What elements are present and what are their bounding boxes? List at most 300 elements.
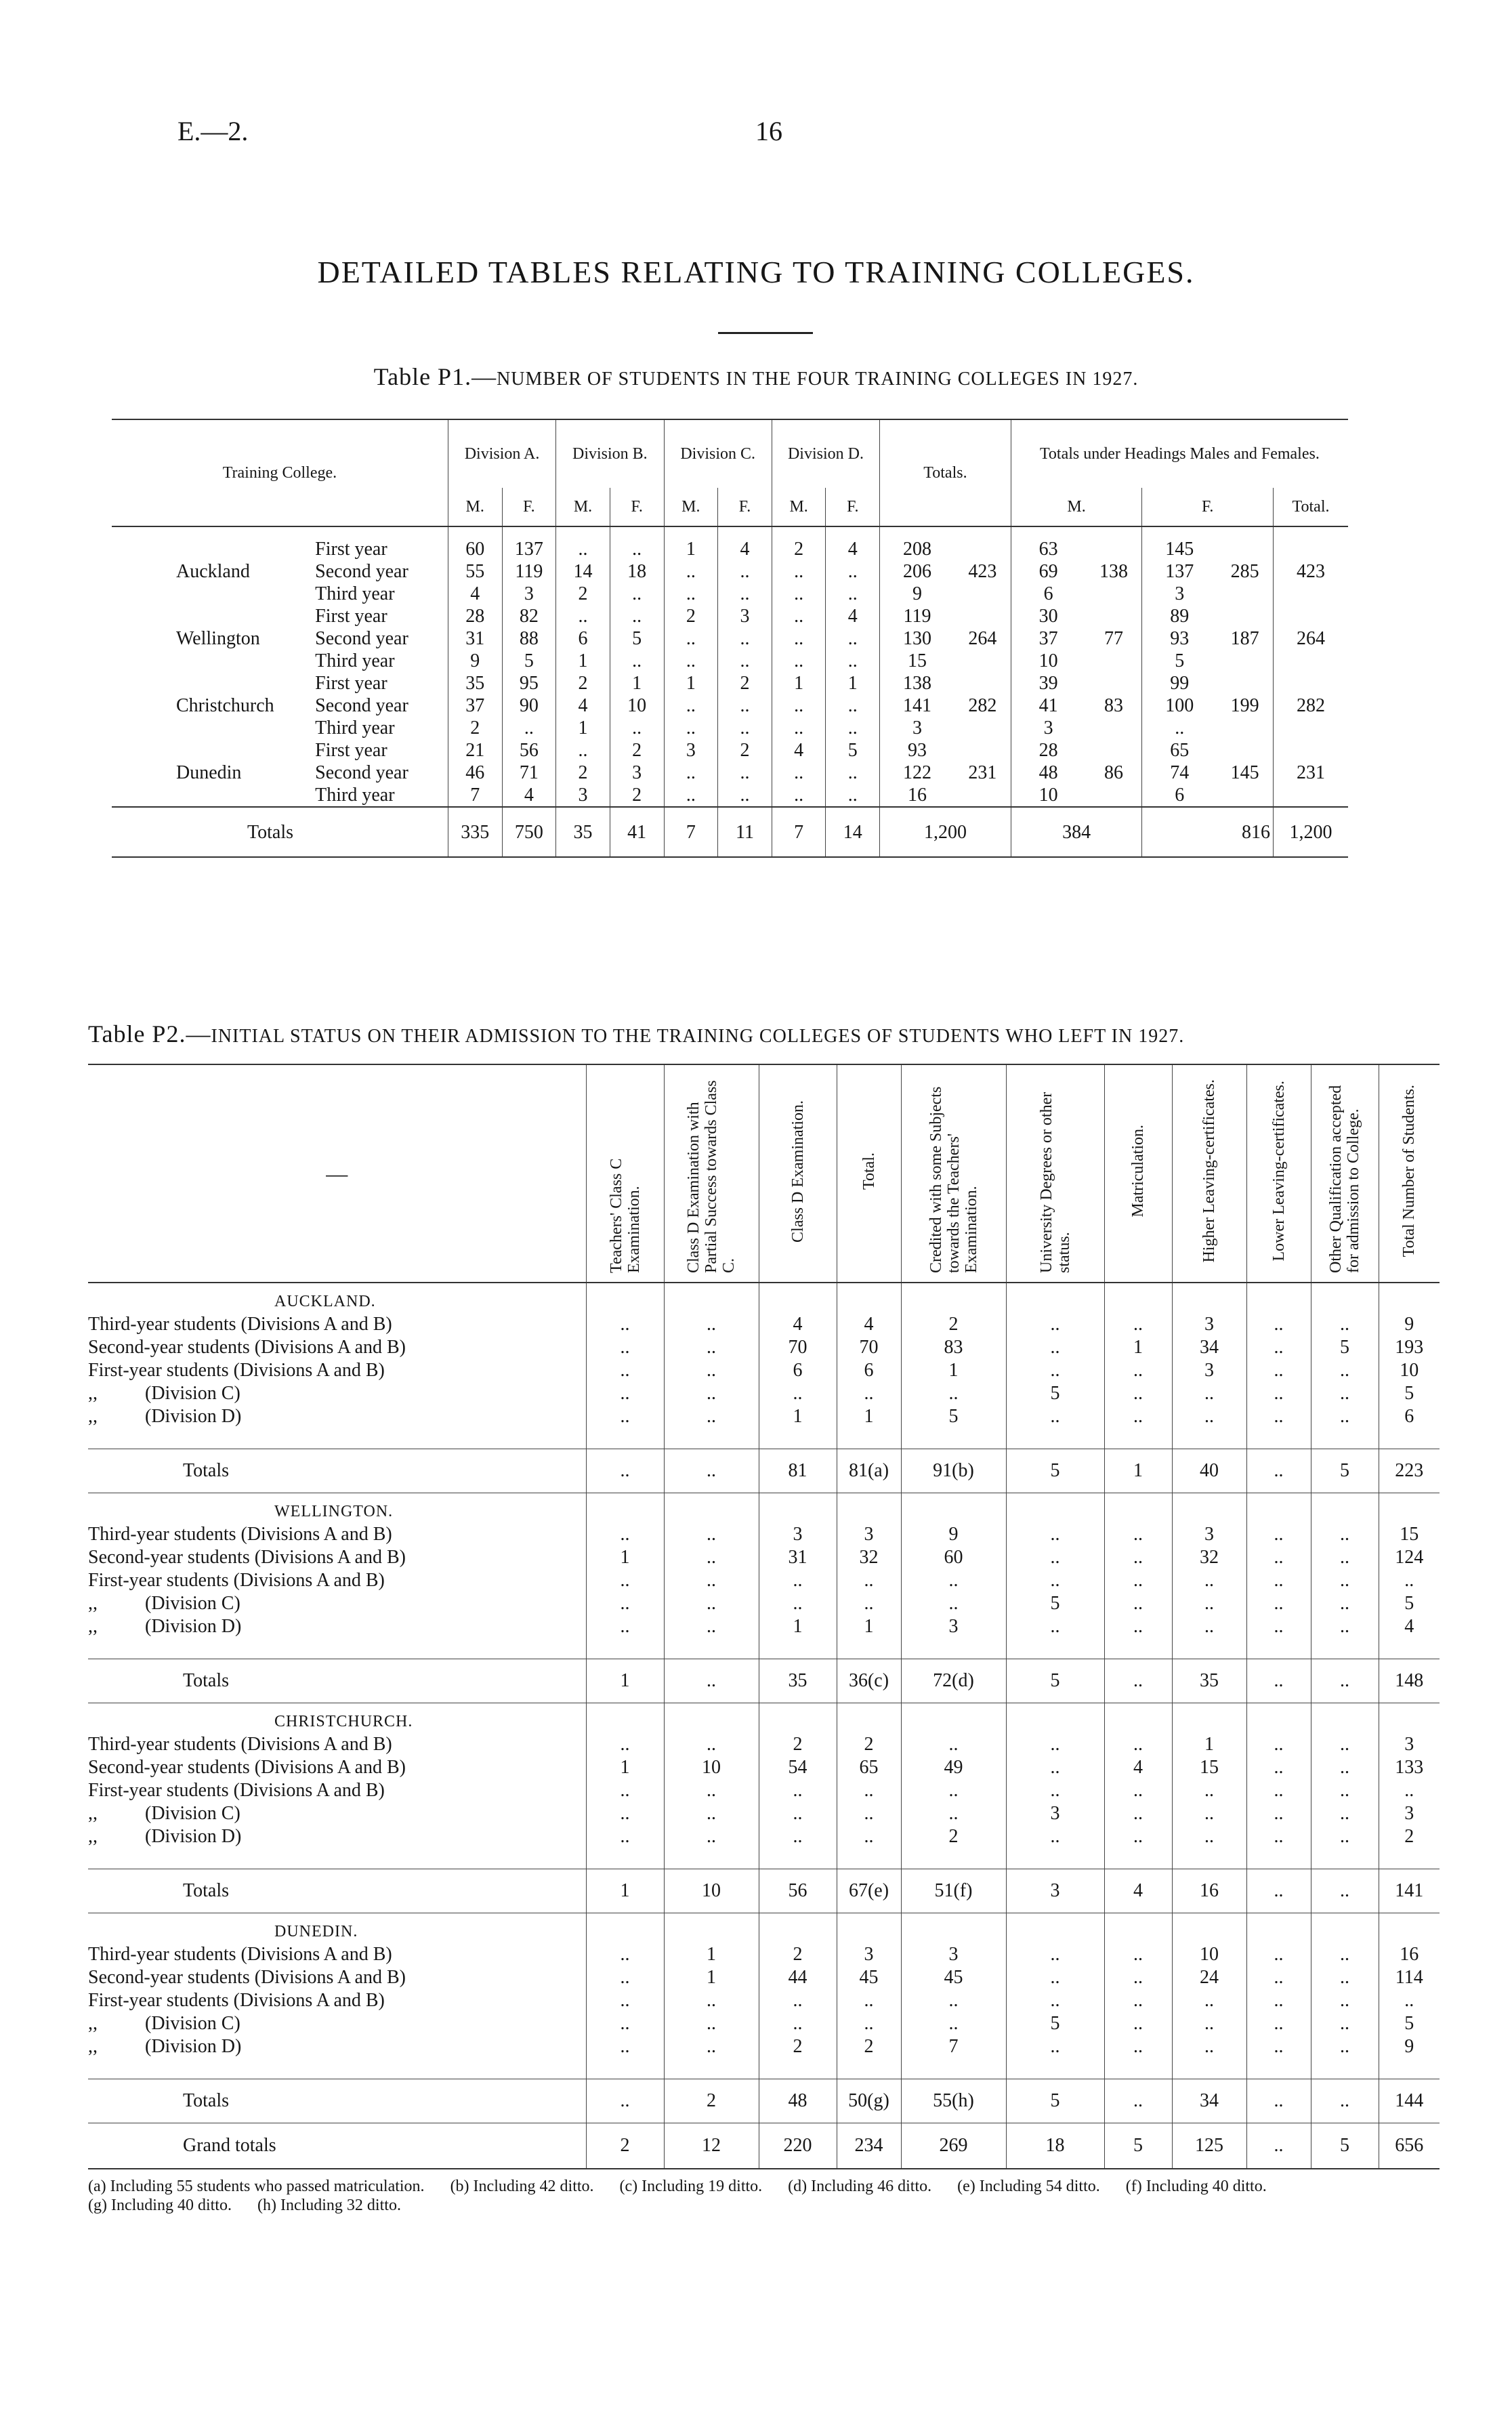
- cell-value: ..: [901, 1733, 1006, 1756]
- cell-value: ..: [664, 1359, 759, 1382]
- spacer-cell: [901, 1493, 1006, 1524]
- gap-cell: [1246, 2058, 1311, 2079]
- spacer-cell: [837, 1703, 901, 1734]
- col-header-6: [1104, 1064, 1172, 1283]
- cell-div-b-m: 1: [556, 650, 610, 672]
- row-label-cell: [88, 2012, 586, 2035]
- spacer-cell: [664, 1913, 759, 1944]
- cell-value: ..: [586, 1336, 664, 1359]
- grand-value: 5: [1311, 2123, 1379, 2169]
- table-row: [88, 1756, 1440, 1779]
- cell-value: ..: [837, 1825, 901, 1848]
- spacer-cell: [1311, 1703, 1379, 1734]
- cell-value: ..: [901, 1382, 1006, 1405]
- col-header-text: Total Number of Students.: [1400, 1085, 1419, 1257]
- spacer-cell: [1246, 1493, 1311, 1524]
- cell-value: 1: [759, 1405, 837, 1428]
- cell-value: ..: [759, 1382, 837, 1405]
- cell-value: 5: [1379, 1382, 1440, 1405]
- cell-value: ..: [1311, 1405, 1379, 1428]
- total-value: 148: [1379, 1659, 1440, 1703]
- total-value: 223: [1379, 1449, 1440, 1493]
- cell-value: ..: [586, 2012, 664, 2035]
- gap-row: [88, 1428, 1440, 1449]
- cell-div-d-m: ..: [772, 762, 826, 784]
- col-d-f: F.: [826, 488, 880, 526]
- col-header-text: Other Qualification accepted for admission to College.: [1327, 1085, 1362, 1273]
- cell-div-d-m: 4: [772, 739, 826, 762]
- cell-females: 100: [1142, 694, 1217, 717]
- col-b-m: M.: [556, 488, 610, 526]
- cell-value: 114: [1379, 1966, 1440, 1989]
- gap-cell: [901, 2058, 1006, 2079]
- year-label: First year: [315, 740, 387, 761]
- cell-value: ..: [1311, 1546, 1379, 1569]
- cell-value: ..: [1104, 1382, 1172, 1405]
- cell-value: ..: [1104, 2035, 1172, 2058]
- cell-value: 9: [1379, 2035, 1440, 2058]
- cell-div-c-f: ..: [718, 717, 772, 739]
- cell-value: ..: [1172, 1569, 1246, 1592]
- spacer-cell: [759, 1283, 837, 1313]
- cell-females: ..: [1142, 717, 1217, 739]
- section-totals-row: [88, 1449, 1440, 1493]
- table2-caption-text: INITIAL STATUS ON THEIR ADMISSION TO THE TRAINING COLLEGES OF STUDENTS WHO LEFT IN 1927.: [211, 1026, 1185, 1047]
- cell-value: 5: [1379, 1592, 1440, 1615]
- cell-div-a-f: 4: [502, 784, 556, 807]
- cell-value: ..: [1006, 1779, 1104, 1802]
- gap-cell: [1104, 1848, 1172, 1869]
- cell-div-a-f: 56: [502, 739, 556, 762]
- cell-value: ..: [1104, 1943, 1172, 1966]
- cell-value: ..: [1246, 1382, 1311, 1405]
- cell-div-d-f: 5: [826, 739, 880, 762]
- cell-males: 10: [1011, 784, 1085, 807]
- spacer-cell: [1379, 1283, 1440, 1313]
- cell-div-c-m: 3: [664, 739, 718, 762]
- total-value: 4: [1104, 1869, 1172, 1913]
- cell-div-b-f: ..: [610, 717, 664, 739]
- cell-value: 3: [1379, 1733, 1440, 1756]
- cell-div-d-m: 1: [772, 672, 826, 694]
- row-label-cell: [88, 1989, 586, 2012]
- col-header-text: Lower Leaving-certificates.: [1269, 1081, 1288, 1262]
- cell-value: 16: [1379, 1943, 1440, 1966]
- total-value: 1: [1104, 1449, 1172, 1493]
- cell-value: ..: [1006, 1405, 1104, 1428]
- cell-div-a-m: 46: [448, 762, 502, 784]
- row-label: Second-year students (Divisions A and B): [88, 1337, 406, 1358]
- total-value: 81: [759, 1449, 837, 1493]
- section-name: CHRISTCHURCH.: [274, 1713, 413, 1730]
- row-label: Third-year students (Divisions A and B): [88, 1734, 392, 1755]
- row-label-cell: [88, 1756, 586, 1779]
- row-label: Second-year students (Divisions A and B): [88, 1967, 406, 1988]
- cell-value: ..: [586, 1825, 664, 1848]
- total-value: 48: [759, 2079, 837, 2123]
- total-value: 35: [759, 1659, 837, 1703]
- spacer-cell: [837, 1493, 901, 1524]
- row-label-cell: [88, 1359, 586, 1382]
- report-code: E.—2.: [177, 116, 249, 146]
- cell-div-d-f: ..: [826, 627, 880, 650]
- row-label-cell: [88, 1802, 586, 1825]
- cell-value: 44: [759, 1966, 837, 1989]
- total-value: 5: [1006, 1659, 1104, 1703]
- cell-grand-total: 231: [1274, 739, 1348, 807]
- cell-div-d-m: ..: [772, 650, 826, 672]
- cell-value: ..: [1006, 1756, 1104, 1779]
- cell-value: 2: [759, 2035, 837, 2058]
- gap-cell: [1246, 1638, 1311, 1659]
- cell-females-total: 285: [1230, 561, 1259, 582]
- cell-div-b-f: ..: [610, 583, 664, 605]
- cell-value: ..: [837, 1569, 901, 1592]
- total-div-d-f: 14: [826, 807, 880, 857]
- col-header-text: Credited with some Subjects towards the Teachers' Examination.: [927, 1086, 980, 1273]
- cell-value: 1: [586, 1756, 664, 1779]
- year-label: First year: [315, 539, 387, 560]
- spacer-cell: [1006, 1913, 1104, 1944]
- year-label: Second year: [315, 561, 408, 582]
- spacer-cell: [837, 1283, 901, 1313]
- cell-value: ..: [664, 1405, 759, 1428]
- spacer-cell: [1104, 1283, 1172, 1313]
- total-div-c-m: 7: [664, 807, 718, 857]
- cell-value: ..: [1006, 1966, 1104, 1989]
- cell-div-c-m: ..: [664, 627, 718, 650]
- gap-cell: [1006, 1848, 1104, 1869]
- footnotes: [88, 2177, 1440, 2215]
- col-row-label: —: [88, 1064, 586, 1283]
- cell-div-a-m: 2: [448, 717, 502, 739]
- cell-div-a-f: 82: [502, 605, 556, 627]
- cell-value: ..: [1246, 1405, 1311, 1428]
- cell-value: ..: [1311, 1569, 1379, 1592]
- cell-div-b-f: 2: [610, 739, 664, 762]
- col-a-f: F.: [502, 488, 556, 526]
- total-div-b-m: 35: [556, 807, 610, 857]
- cell-value: ..: [1246, 1756, 1311, 1779]
- cell-females: 6: [1142, 784, 1217, 807]
- row-label: Third-year students (Divisions A and B): [88, 1314, 392, 1335]
- cell-div-b-m: 2: [556, 672, 610, 694]
- college-name: Auckland: [176, 561, 250, 582]
- cell-value: ..: [1172, 1779, 1246, 1802]
- cell-value: ..: [586, 1382, 664, 1405]
- cell-value: 7: [901, 2035, 1006, 2058]
- cell-div-d-f: 4: [826, 605, 880, 627]
- cell-year-total: 93: [880, 739, 954, 762]
- page-title: DETAILED TABLES RELATING TO TRAINING COLLEGES.: [317, 255, 1195, 289]
- cell-year-total: 3: [880, 717, 954, 739]
- table1-caption: [0, 362, 1512, 391]
- college-name: Christchurch: [176, 695, 274, 716]
- col-header-9: [1311, 1064, 1379, 1283]
- cell-div-a-m: 60: [448, 526, 502, 560]
- cell-value: ..: [1104, 1615, 1172, 1638]
- row-label-cell: [88, 1779, 586, 1802]
- cell-year-total: 206: [880, 560, 954, 583]
- cell-value: 15: [1379, 1523, 1440, 1546]
- cell-value: ..: [586, 1966, 664, 1989]
- cell-div-a-m: 37: [448, 694, 502, 717]
- cell-value: ..: [901, 1802, 1006, 1825]
- col-c-m: M.: [664, 488, 718, 526]
- total-value: ..: [1104, 2079, 1172, 2123]
- table-row: [112, 672, 1348, 694]
- cell-year-total: 122: [880, 762, 954, 784]
- cell-div-c-m: ..: [664, 583, 718, 605]
- cell-value: 5: [1379, 2012, 1440, 2035]
- cell-value: 1: [837, 1615, 901, 1638]
- cell-year-total: 119: [880, 605, 954, 627]
- cell-value: 3: [759, 1523, 837, 1546]
- col-d-m: M.: [772, 488, 826, 526]
- cell-value: 1: [1104, 1336, 1172, 1359]
- spacer-cell: [1246, 1913, 1311, 1944]
- cell-value: ..: [1104, 1546, 1172, 1569]
- grand-value: ..: [1246, 2123, 1311, 2169]
- cell-div-a-m: 21: [448, 739, 502, 762]
- cell-value: 2: [1379, 1825, 1440, 1848]
- cell-div-b-f: 3: [610, 762, 664, 784]
- grand-value: 656: [1379, 2123, 1440, 2169]
- cell-div-d-m: ..: [772, 583, 826, 605]
- gap-cell: [901, 1848, 1006, 1869]
- cell-value: ..: [1104, 1523, 1172, 1546]
- cell-value: ..: [664, 1546, 759, 1569]
- cell-value: 3: [1172, 1313, 1246, 1336]
- section-name: DUNEDIN.: [274, 1923, 358, 1940]
- cell-value: ..: [664, 1592, 759, 1615]
- row-label: Second-year students (Divisions A and B): [88, 1757, 406, 1778]
- row-label-cell: [88, 1569, 586, 1592]
- col-b-f: F.: [610, 488, 664, 526]
- table-row: [112, 605, 1348, 627]
- footnote: (g) Including 40 ditto.: [88, 2197, 232, 2214]
- cell-value: ..: [1379, 1779, 1440, 1802]
- cell-div-a-f: 137: [502, 526, 556, 560]
- cell-div-c-f: ..: [718, 627, 772, 650]
- total-value: 10: [664, 1869, 759, 1913]
- cell-value: 5: [1006, 1592, 1104, 1615]
- cell-value: 2: [759, 1943, 837, 1966]
- gap-cell: [759, 2058, 837, 2079]
- col-header-text: Class D Examination with Partial Success towards Class C.: [685, 1079, 738, 1273]
- cell-value: ..: [586, 1569, 664, 1592]
- gap-cell: [1311, 1638, 1379, 1659]
- table-row: [88, 2035, 1440, 2058]
- total-div-b-f: 41: [610, 807, 664, 857]
- table-row: [88, 1802, 1440, 1825]
- cell-div-b-f: 1: [610, 672, 664, 694]
- table-row: [88, 1825, 1440, 1848]
- cell-females-total: 187: [1230, 628, 1259, 649]
- cell-value: 54: [759, 1756, 837, 1779]
- cell-value: 1: [586, 1546, 664, 1569]
- cell-value: ..: [1311, 1779, 1379, 1802]
- cell-value: ..: [1172, 1405, 1246, 1428]
- cell-value: ..: [1006, 1943, 1104, 1966]
- cell-div-c-f: ..: [718, 583, 772, 605]
- total-value: ..: [1311, 1869, 1379, 1913]
- cell-value: ..: [1172, 1825, 1246, 1848]
- cell-value: ..: [1246, 2035, 1311, 2058]
- row-label-cell: [88, 1592, 586, 1615]
- col-header-text: Higher Leaving-certificates.: [1200, 1079, 1218, 1263]
- cell-value: ..: [1104, 1405, 1172, 1428]
- col-header-3: [837, 1064, 901, 1283]
- table-row: [88, 1989, 1440, 2012]
- spacer-cell: [1311, 1283, 1379, 1313]
- total-value: 141: [1379, 1869, 1440, 1913]
- cell-value: ..: [664, 1313, 759, 1336]
- col-header-text: Teachers' Class C Examination.: [607, 1158, 643, 1273]
- cell-value: ..: [1246, 1336, 1311, 1359]
- cell-year-total: 15: [880, 650, 954, 672]
- row-label: ,, (Division D): [88, 2036, 242, 2057]
- table-row: [88, 1592, 1440, 1615]
- cell-div-c-m: 2: [664, 605, 718, 627]
- cell-div-a-m: 4: [448, 583, 502, 605]
- cell-value: ..: [1172, 2035, 1246, 2058]
- cell-value: 24: [1172, 1966, 1246, 1989]
- cell-value: 1: [901, 1359, 1006, 1382]
- gap-cell: [1104, 1428, 1172, 1449]
- cell-div-b-m: 2: [556, 583, 610, 605]
- cell-value: ..: [1311, 1382, 1379, 1405]
- year-label: Second year: [315, 762, 408, 783]
- spacer-cell: [1379, 1493, 1440, 1524]
- cell-value: ..: [1311, 1802, 1379, 1825]
- cell-value: 49: [901, 1756, 1006, 1779]
- gap-cell: [586, 2058, 664, 2079]
- total-value: 51(f): [901, 1869, 1006, 1913]
- cell-value: ..: [837, 1382, 901, 1405]
- col-males: M.: [1011, 488, 1142, 526]
- gap-cell: [1172, 1428, 1246, 1449]
- cell-value: ..: [664, 1779, 759, 1802]
- cell-value: ..: [586, 1592, 664, 1615]
- cell-value: 70: [759, 1336, 837, 1359]
- cell-value: 2: [837, 1733, 901, 1756]
- cell-value: ..: [1172, 1615, 1246, 1638]
- cell-females-total: 145: [1230, 762, 1259, 783]
- total-value: 3: [1006, 1869, 1104, 1913]
- row-label-cell: [88, 1405, 586, 1428]
- cell-value: 2: [759, 1733, 837, 1756]
- total-value: ..: [1311, 1659, 1379, 1703]
- cell-value: 5: [1311, 1336, 1379, 1359]
- cell-value: ..: [586, 1615, 664, 1638]
- cell-males: 30: [1011, 605, 1085, 627]
- gap-cell: [1006, 1638, 1104, 1659]
- cell-div-d-m: 2: [772, 526, 826, 560]
- cell-value: ..: [1311, 1756, 1379, 1779]
- spacer-cell: [586, 1283, 664, 1313]
- cell-females: 65: [1142, 739, 1217, 762]
- cell-year-total: 208: [880, 526, 954, 560]
- cell-div-b-m: 4: [556, 694, 610, 717]
- col-header-text: Class D Examination.: [789, 1100, 807, 1243]
- section-header-row: [88, 1493, 1440, 1524]
- cell-value: ..: [586, 1359, 664, 1382]
- gap-cell: [901, 1428, 1006, 1449]
- cell-value: 32: [1172, 1546, 1246, 1569]
- col-header-7: [1172, 1064, 1246, 1283]
- gap-cell: [837, 1428, 901, 1449]
- cell-div-a-m: 7: [448, 784, 502, 807]
- year-label: Second year: [315, 695, 408, 716]
- cell-div-b-m: 2: [556, 762, 610, 784]
- gap-cell: [586, 1428, 664, 1449]
- gap-cell: [1379, 1428, 1440, 1449]
- cell-females: 89: [1142, 605, 1217, 627]
- spacer-cell: [1311, 1913, 1379, 1944]
- gap-cell: [1172, 1848, 1246, 1869]
- cell-value: 3: [1172, 1359, 1246, 1382]
- cell-div-c-m: ..: [664, 694, 718, 717]
- spacer-cell: [1104, 1703, 1172, 1734]
- gap-cell: [1104, 2058, 1172, 2079]
- cell-value: ..: [901, 2012, 1006, 2035]
- cell-value: ..: [759, 2012, 837, 2035]
- cell-div-d-f: ..: [826, 694, 880, 717]
- cell-value: 9: [1379, 1313, 1440, 1336]
- cell-value: ..: [1104, 1733, 1172, 1756]
- cell-value: 70: [837, 1336, 901, 1359]
- cell-value: 1: [664, 1966, 759, 1989]
- col-training-college: Training College.: [112, 419, 448, 526]
- row-label: First-year students (Divisions A and B): [88, 1360, 385, 1381]
- cell-div-c-f: ..: [718, 762, 772, 784]
- cell-value: ..: [837, 2012, 901, 2035]
- row-label: Second-year students (Divisions A and B): [88, 1547, 406, 1568]
- cell-grand-total: 423: [1274, 526, 1348, 605]
- cell-value: ..: [1104, 1569, 1172, 1592]
- grand-value: 2: [586, 2123, 664, 2169]
- row-label: ,, (Division C): [88, 1803, 240, 1824]
- spacer-cell: [1172, 1283, 1246, 1313]
- section-header-row: [88, 1283, 1440, 1313]
- cell-value: ..: [1246, 1966, 1311, 1989]
- spacer-cell: [759, 1703, 837, 1734]
- cell-males: 3: [1011, 717, 1085, 739]
- footnote: (e) Including 54 ditto.: [957, 2178, 1100, 2195]
- footnote: (c) Including 19 ditto.: [619, 2178, 763, 2195]
- cell-value: ..: [759, 1802, 837, 1825]
- cell-div-b-f: ..: [610, 605, 664, 627]
- cell-value: ..: [901, 1779, 1006, 1802]
- cell-div-d-f: ..: [826, 560, 880, 583]
- cell-value: ..: [901, 1989, 1006, 2012]
- year-label: Third year: [315, 718, 395, 739]
- cell-value: ..: [1104, 2012, 1172, 2035]
- cell-value: ..: [664, 1825, 759, 1848]
- section-header-row: [88, 1913, 1440, 1944]
- total-grand: 1,200: [1274, 807, 1348, 857]
- gap-cell: [837, 2058, 901, 2079]
- cell-value: 83: [901, 1336, 1006, 1359]
- cell-value: ..: [901, 1592, 1006, 1615]
- total-value: ..: [664, 1449, 759, 1493]
- col-header-0: [586, 1064, 664, 1283]
- cell-value: ..: [1104, 1802, 1172, 1825]
- total-value: 40: [1172, 1449, 1246, 1493]
- row-label-cell: [88, 1546, 586, 1569]
- cell-males: 28: [1011, 739, 1085, 762]
